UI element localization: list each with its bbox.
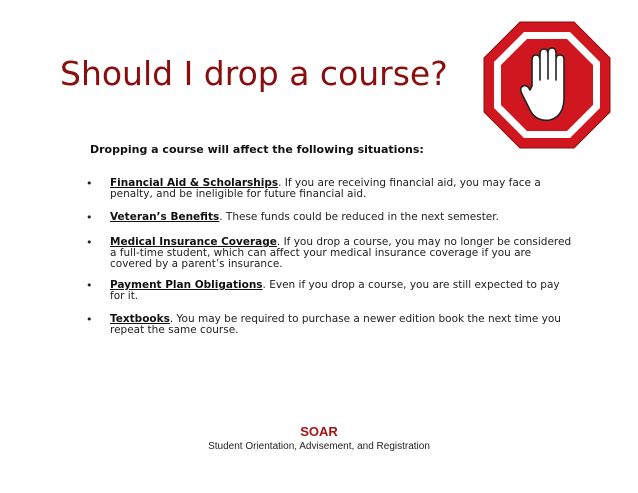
item-text: . You may be required to purchase a newer edition book the next time you repeat the same course. [110, 313, 561, 336]
list-item [86, 178, 576, 200]
page-title: Should I drop a course? [60, 54, 448, 93]
bullet: • [86, 177, 93, 190]
bullet: • [86, 279, 93, 292]
bullet: • [86, 236, 93, 249]
item-text: . Even if you drop a course, you are still expected to pay for it. [110, 279, 560, 302]
item-term: Financial Aid & Scholarships [110, 177, 279, 189]
stop-hand-icon [482, 20, 612, 150]
footer-title: SOAR [300, 424, 338, 439]
list-item [86, 280, 576, 302]
list-item [86, 212, 499, 223]
item-text: . These funds could be reduced in the next semester. [219, 211, 499, 223]
item-term: Payment Plan Obligations [110, 279, 263, 291]
list-item [86, 314, 576, 336]
bullet: • [86, 313, 93, 326]
list-item [86, 237, 576, 270]
footer-subtitle: Student Orientation, Advisement, and Registration [208, 441, 430, 452]
item-text: . If you drop a course, you may no longer be considered a full-time student, which can affect your medical insurance coverage if you are covered by a parent’s insurance. [110, 236, 572, 270]
item-term: Medical Insurance Coverage [110, 236, 277, 248]
item-term: Veteran’s Benefits [110, 211, 220, 223]
item-term: Textbooks [110, 313, 170, 325]
item-text: . If you are receiving financial aid, you may face a penalty, and be ineligible for future financial aid. [110, 177, 541, 200]
bullet: • [86, 211, 93, 224]
intro-text: Dropping a course will affect the following situations: [90, 143, 424, 156]
